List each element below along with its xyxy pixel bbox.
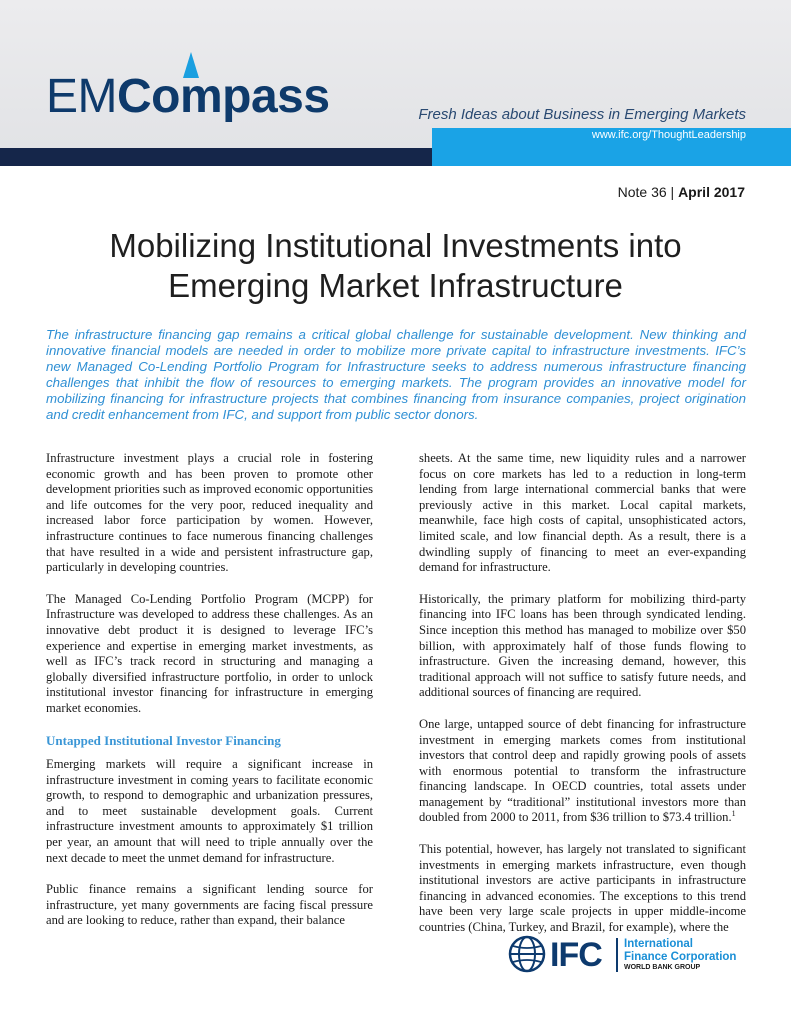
org-name-line-1: International [624,938,694,950]
paragraph: Infrastructure investment plays a crucial role in fostering economic growth and has been proven to promote other development priorities such as improved economic opportunities and life outcomes for the very poor, reduced inequality and increased labor force participation by women. However, infrastructure continues to face numerous financing challenges that have resulted in a wide and persistent infrastructure gap, particularly in developing countries. [46,451,373,575]
paragraph: Emerging markets will require a significant increase in infrastructure investment in coming years to facilitate economic growth, to respond to demographic and urbanization pressures, and to meet sustainable development goals. Current infrastructure investment amounts to approximately $1 trillion per year, an amount that will need to triple annually over the next decade to meet the unmet demand for infrastructure. [46,757,373,865]
page-title [46,226,745,306]
org-name-line-2: Finance Corporation [624,950,737,963]
paragraph: The Managed Co-Lending Portfolio Program (MCPP) for Infrastructure was developed to address these challenges. As an innovative debt product it is designed to leverage IFC’s experience and expertise in emerging market investments, as well as IFC’s track record in structuring and managing a globally diversified infrastructure portfolio, in order to unlock institutional investor financing for infrastructure in emerging market economies. [46,591,373,715]
paragraph [419,717,746,826]
paragraph: sheets. At the same time, new liquidity rules and a narrower focus on core markets has led to a reduction in long-term lending from large international commercial banks that were previously active in this market. Local capital markets, meanwhile, face high costs of capital, unsophisticated actors, limited scale, and low financial depth. As a result, there is a dwindling supply of financing to meet an ever-expanding demand for infrastructure. [419,451,746,575]
ifc-logo [508,935,748,975]
note-number: Note 36 | [617,184,679,200]
header-banner [0,0,791,148]
title-line-1: Mobilizing Institutional Investments into [109,227,682,264]
paragraph: Historically, the primary platform for mobilizing third-party financing into IFC loans has been through syndicated lending. Since inception this method has managed to mobilize over $50 billion, with approximately half of those funds flowing to infrastructure. Given the increasing demand, however, this traditional approach will not suffice to satisfy future needs, and additional sources of financing are required. [419,591,746,700]
brand-prefix: EM [46,70,117,123]
left-column [46,451,373,945]
paragraph: This potential, however, has largely not translated to significant investments in emerging markets infrastructure, even though institutional investors are active participants in infrastructure financing in advanced economies. The exceptions to this trend have been very large scale projects in upper middle-income countries (China, Turkey, and Brazil, for example), where the [419,842,746,935]
world-bank-group-label: WORLD BANK GROUP [624,964,701,971]
paragraph-text: One large, untapped source of debt financing for infrastructure investment in emerging markets comes from institutional investors that control deep and rapidly growing pools of assets with enormous potential to transform the infrastructure financing landscape. In OECD countries, total assets under management by “traditional” institutional investors more than doubled from 2000 to 2011, from $36 trillion to $73.4 trillion. [419,716,746,825]
globe-icon [508,935,546,973]
tagline: Fresh Ideas about Business in Emerging Markets [418,106,746,123]
abstract: The infrastructure financing gap remains a critical global challenge for sustainable development. New thinking and innovative financial models are needed in order to mobilize more private capital to infrastructure investments. IFC’s new Managed Co-Lending Portfolio Program for Infrastructure seeks to address numerous infrastructure financing challenges that inhibit the flow of resources to emerging markets. The program provides an innovative model for mobilizing financing for infrastructure projects that combines financing from insurance companies, project origination and credit enhancement from IFC, and support from public sector donors. [46,327,746,422]
footnote-marker[interactable]: 1 [731,809,736,819]
logo-divider [616,938,618,972]
right-column [419,451,746,952]
emcompass-logo [46,72,330,122]
paragraph: Public finance remains a significant lending source for infrastructure, yet many governments are facing fiscal pressure and are looking to reduce, rather than expand, their balance [46,882,373,928]
note-line [618,184,745,200]
section-heading: Untapped Institutional Investor Financing [46,732,281,748]
thought-leadership-link[interactable]: www.ifc.org/ThoughtLeadership [591,129,746,141]
ifc-org-name [624,938,736,963]
brand-main: Compass [117,70,330,123]
title-line-2: Emerging Market Infrastructure [168,267,623,304]
note-date: April 2017 [678,184,745,200]
ifc-wordmark: IFC [550,936,602,974]
